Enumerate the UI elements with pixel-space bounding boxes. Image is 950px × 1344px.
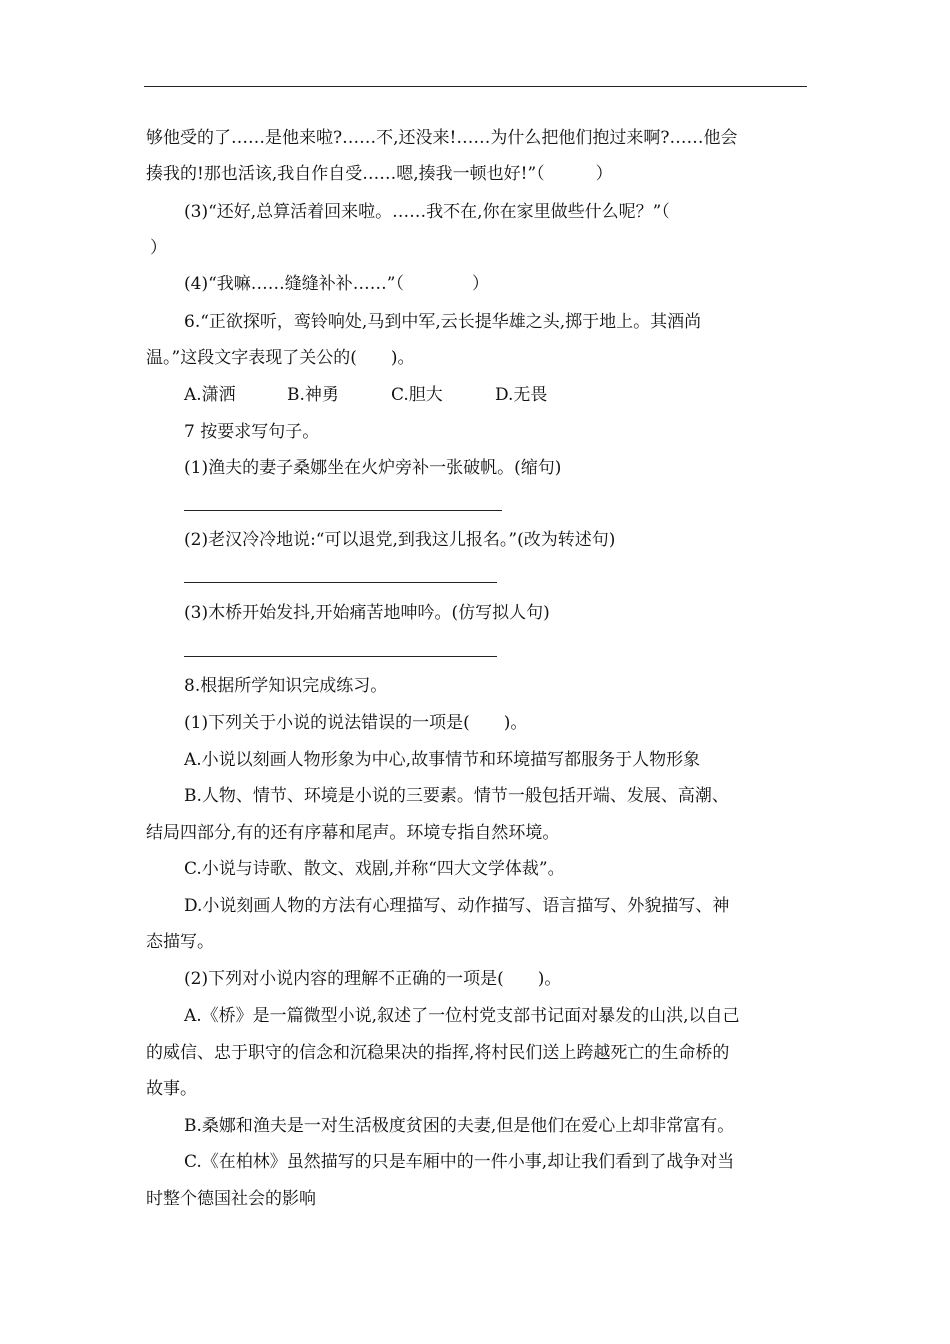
text-line: 的威信、忠于职守的信念和沉稳果决的指挥,将村民们送上跨越死亡的生命桥的 <box>146 1043 730 1063</box>
text-line: 揍我的!那也活该,我自作自受……嗯,揍我一顿也好!”（ ） <box>146 164 613 184</box>
option-a: A.潇洒 <box>184 385 236 405</box>
text-line: D.小说刻画人物的方法有心理描写、动作描写、语言描写、外貌描写、神 <box>184 896 730 916</box>
text-line: C.小说与诗歌、散文、戏剧,并称“四大文学体裁”。 <box>184 859 565 879</box>
text-line: B.人物、情节、环境是小说的三要素。情节一般包括开端、发展、高潮、 <box>184 786 729 806</box>
q6-options <box>184 383 547 407</box>
text-line: 温。”这段文字表现了关公的( )。 <box>146 348 415 368</box>
text-line: 结局四部分,有的还有序幕和尾声。环境专指自然环境。 <box>146 823 560 843</box>
text-line: 6.“正欲探听，鸾铃响处,马到中军,云长提华雄之头,掷于地上。其酒尚 <box>184 312 702 332</box>
text-line: ） <box>150 238 167 258</box>
text-line: 故事。 <box>146 1079 197 1099</box>
option-d: D.无畏 <box>495 385 548 405</box>
text-line: (1)渔夫的妻子桑娜坐在火炉旁补一张破帆。(缩句) <box>184 458 562 478</box>
text-line: C.《在柏林》虽然描写的只是车厢中的一件小事,却让我们看到了战争对当 <box>184 1152 735 1172</box>
answer-line <box>184 582 497 583</box>
text-line: 8.根据所学知识完成练习。 <box>184 676 388 696</box>
text-line: 时整个德国社会的影响 <box>146 1189 316 1209</box>
header-rule <box>144 86 807 87</box>
text-line: A.小说以刻画人物形象为中心,故事情节和环境描写都服务于人物形象 <box>184 750 701 770</box>
text-line: (2)老汉冷冷地说:“可以退党,到我这儿报名。”(改为转述句) <box>184 530 616 550</box>
text-line: B.桑娜和渔夫是一对生活极度贫困的夫妻,但是他们在爱心上却非常富有。 <box>184 1116 735 1136</box>
text-line: (3)木桥开始发抖,开始痛苦地呻吟。(仿写拟人句) <box>184 603 550 623</box>
answer-line <box>184 510 502 511</box>
text-line: 够他受的了……是他来啦?……不,还没来!……为什么把他们抱过来啊?……他会 <box>146 128 738 148</box>
text-line: (4)“我嘛……缝缝补补……”（ ） <box>184 274 489 294</box>
text-line: (1)下列关于小说的说法错误的一项是( )。 <box>184 713 528 733</box>
text-line: 7 按要求写句子。 <box>184 422 320 442</box>
text-line: (3)“还好,总算活着回来啦。……我不在,你在家里做些什么呢？”（ <box>184 202 670 222</box>
option-b: B.神勇 <box>287 385 339 405</box>
text-line: A.《桥》是一篇微型小说,叙述了一位村党支部书记面对暴发的山洪,以自己 <box>184 1006 740 1026</box>
text-line: 态描写。 <box>146 932 214 952</box>
text-line: (2)下列对小说内容的理解不正确的一项是( )。 <box>184 969 562 989</box>
option-c: C.胆大 <box>391 385 443 405</box>
answer-line <box>184 656 497 657</box>
